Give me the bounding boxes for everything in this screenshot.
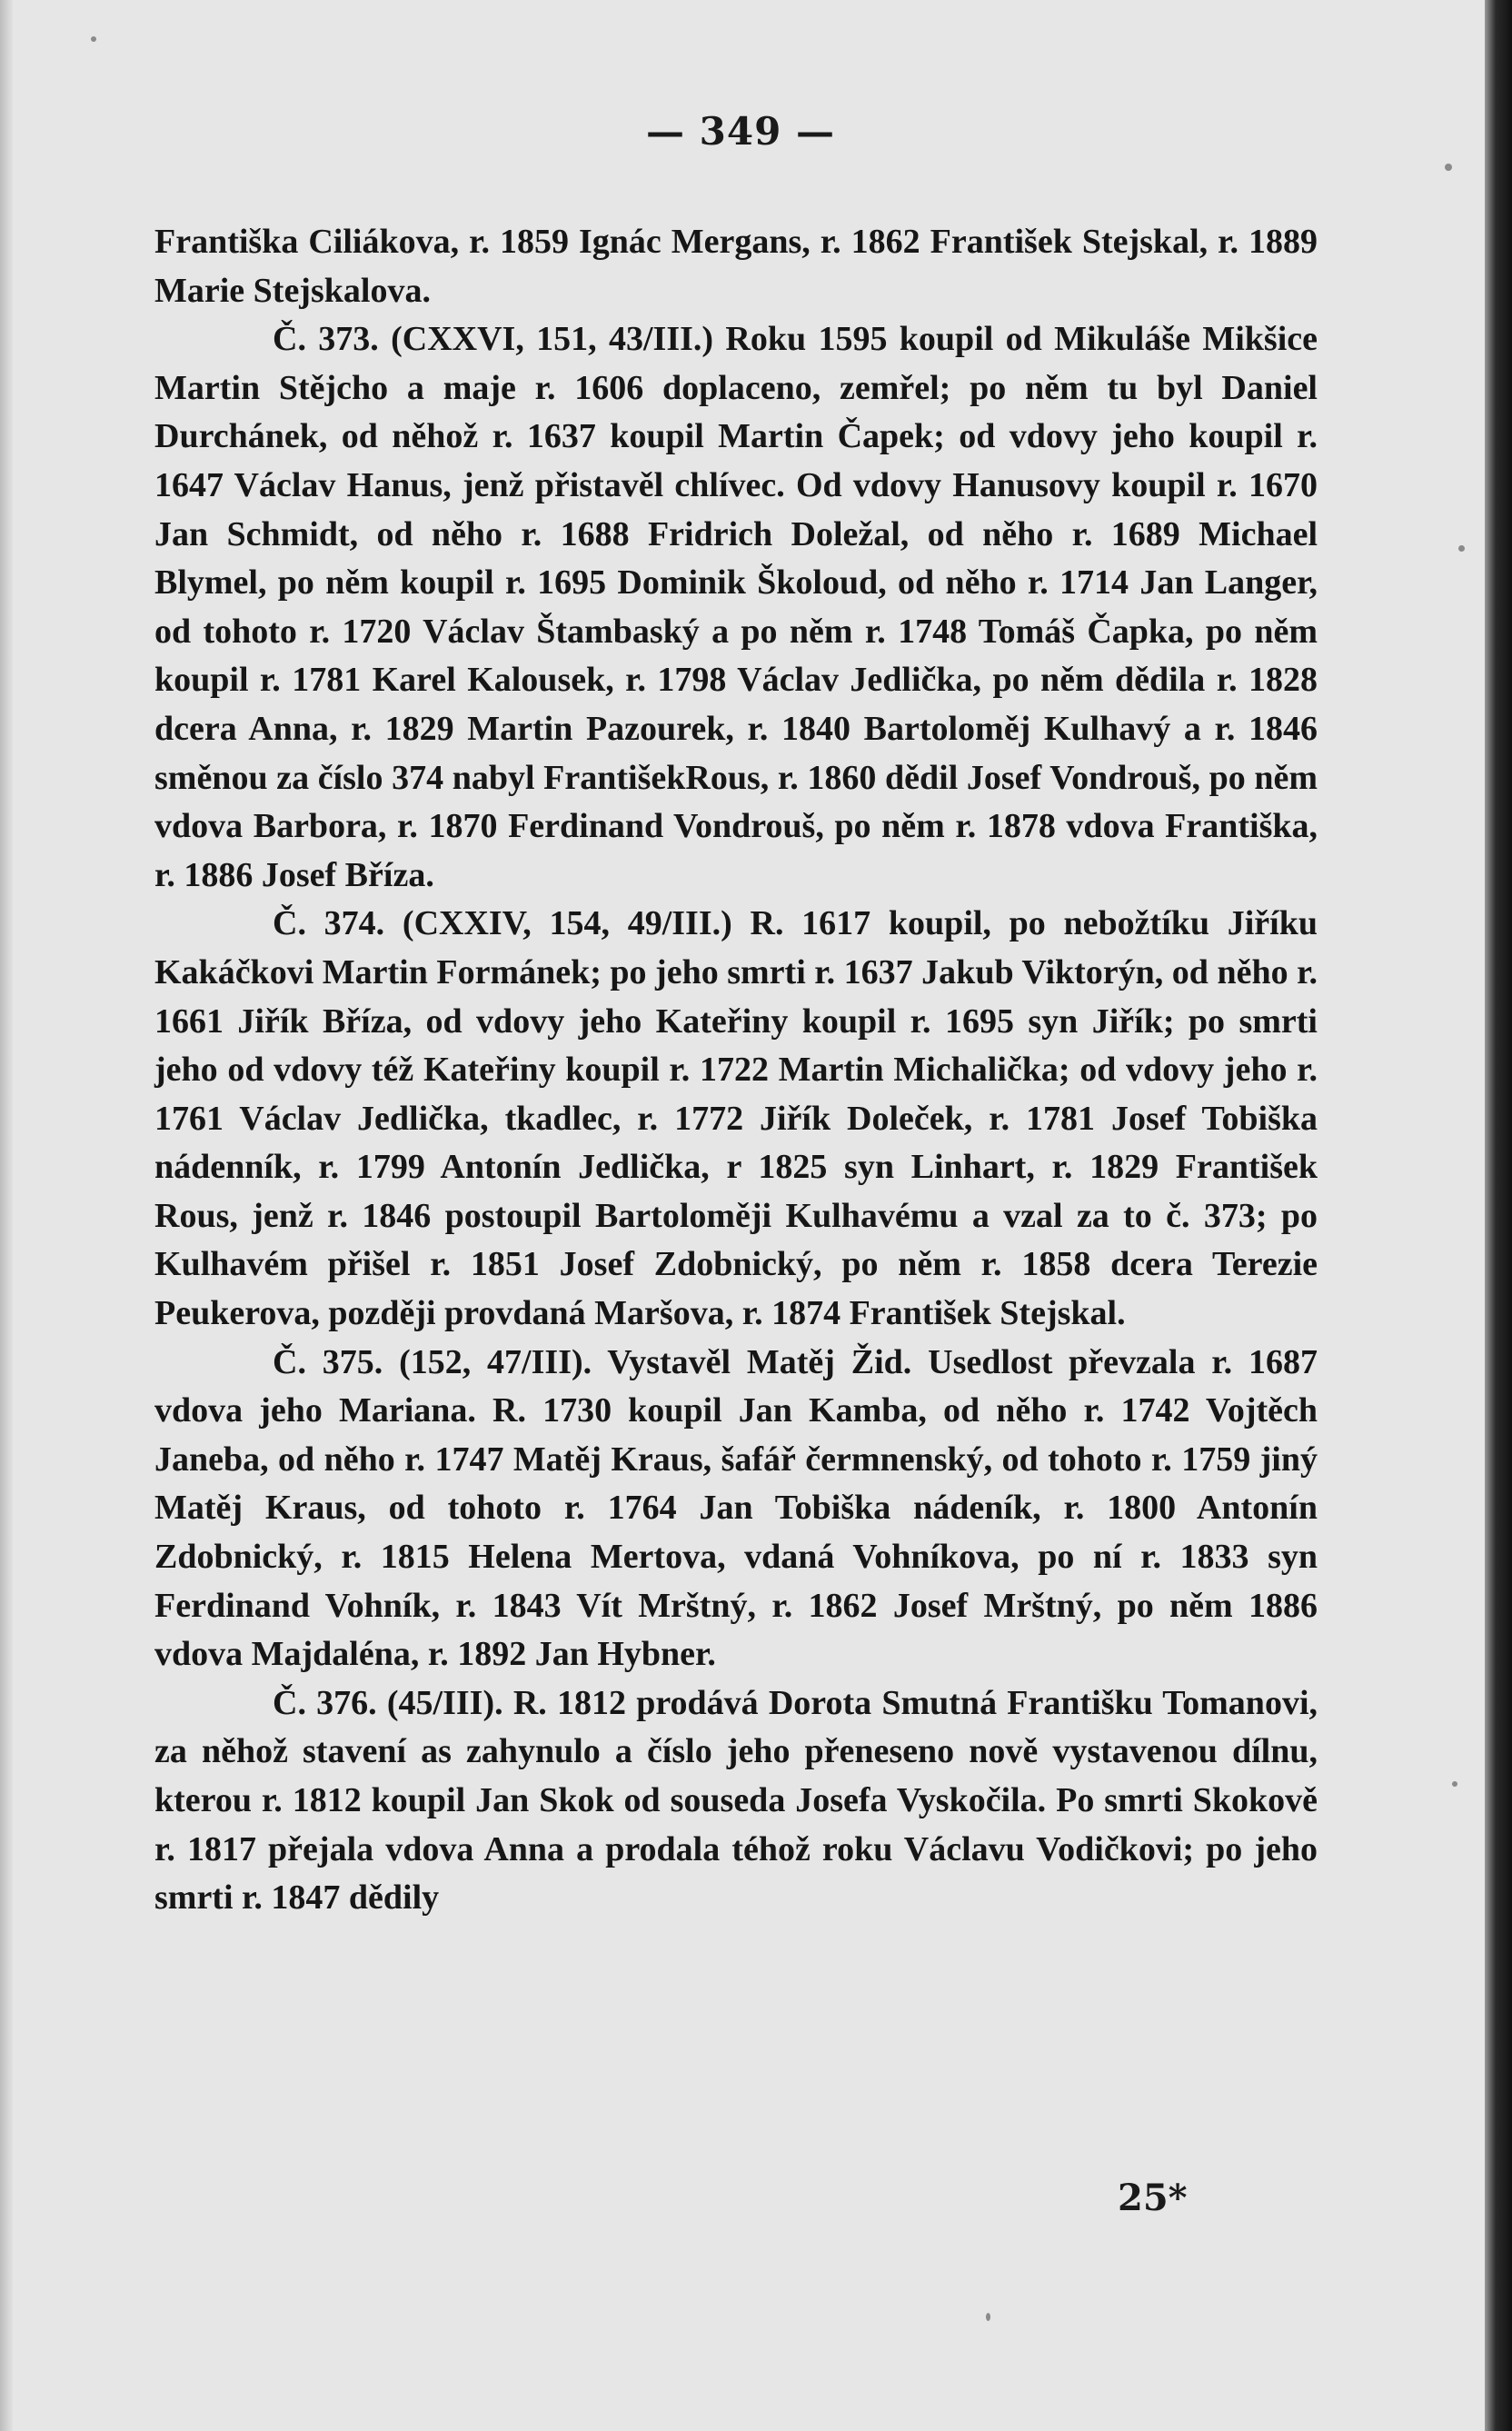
- printer-signature-mark: 25*: [1118, 2177, 1188, 2219]
- scan-speck: [1452, 1781, 1457, 1787]
- paragraph-continuation: Františka Ciliákova, r. 1859 Ignác Mergans, r. 1862 František Stejskal, r. 1889 Marie Stejskalova.: [154, 223, 1318, 310]
- page-right-binding-edge: [1485, 0, 1512, 2431]
- paragraph-entry-375: Č. 375. (152, 47/III). Vystavěl Matěj Žid. Usedlost převzala r. 1687 vdova jeho Mariana. R. 1730 koupil Jan Kamba, od něho r. 1742 Vojtěch Janeba, od něho r. 1747 Matěj Kraus, šafář čermnenský, od tohoto r. 1759 jiný Matěj Kraus, od tohoto r. 1764 Jan Tobiška nádeník, r. 1800 Antonín Zdobnický, r. 1815 Helena Mertova, vdaná Vohníkova, po ní r. 1833 syn Ferdinand Vohník, r. 1843 Vít Mrštný, r. 1862 Josef Mrštný, po něm 1886 vdova Majdaléna, r. 1892 Jan Hybner.: [154, 1342, 1318, 1674]
- paragraph-entry-374: Č. 374. (CXXIV, 154, 49/III.) R. 1617 koupil, po nebožtíku Jiříku Kakáčkovi Martin Formánek; po jeho smrti r. 1637 Jakub Viktorýn, od něho r. 1661 Jiřík Bříza, od vdovy jeho Kateřiny koupil r. 1695 syn Jiřík; po smrti jeho od vdovy též Kateřiny koupil r. 1722 Martin Michalička; od vdovy jeho r. 1761 Václav Jedlička, tkadlec, r. 1772 Jiřík Doleček, r. 1781 Josef Tobiška nádenník, r. 1799 Antonín Jedlička, r 1825 syn Linhart, r. 1829 František Rous, jenž r. 1846 postoupil Bartoloměji Kulhavému a vzal za to č. 373; po Kulhavém přišel r. 1851 Josef Zdobnický, po něm r. 1858 dcera Terezie Peukerova, později provdaná Maršova, r. 1874 František Stejskal.: [154, 904, 1318, 1333]
- paragraph-entry-376: Č. 376. (45/III). R. 1812 prodává Dorota Smutná Františku Tomanovi, za něhož stavení as zahynulo a číslo jeho přeneseno nově vystavenou dílnu, kterou r. 1812 koupil Jan Skok od souseda Josefa Vyskočila. Po smrti Skokově r. 1817 přejala vdova Anna a prodala téhož roku Václavu Vodičkovi; po jeho smrti r. 1847 dědily: [154, 1683, 1318, 1918]
- page-left-margin-shadow: [0, 0, 13, 2431]
- scan-speck: [91, 36, 96, 42]
- paragraph-entry-373: Č. 373. (CXXVI, 151, 43/III.) Roku 1595 koupil od Mikuláše Mikšice Martin Stějcho a maje r. 1606 doplaceno, zemřel; po něm tu byl Daniel Durchánek, od něhož r. 1637 koupil Martin Čapek; od vdovy jeho koupil r. 1647 Václav Hanus, jenž přistavěl chlívec. Od vdovy Hanusovy koupil r. 1670 Jan Schmidt, od něho r. 1688 Fridrich Doležal, od něho r. 1689 Michael Blymel, po něm koupil r. 1695 Dominik Školoud, od něho r. 1714 Jan Langer, od tohoto r. 1720 Václav Štambaský a po něm r. 1748 Tomáš Čapka, po něm koupil r. 1781 Karel Kalousek, r. 1798 Václav Jedlička, po něm dědila r. 1828 dcera Anna, r. 1829 Martin Pazourek, r. 1840 Bartoloměj Kulhavý a r. 1846 směnou za číslo 374 nabyl FrantišekRous, r. 1860 dědil Josef Vondrouš, po něm vdova Barbora, r. 1870 Ferdinand Vondrouš, po něm r. 1878 vdova Františka, r. 1886 Josef Bříza.: [154, 320, 1318, 894]
- scan-speck: [1445, 164, 1452, 171]
- scan-speck: [1458, 545, 1465, 552]
- body-text: [154, 218, 1318, 1923]
- page-number: — 349 —: [646, 109, 835, 154]
- scan-speck: [986, 2313, 990, 2321]
